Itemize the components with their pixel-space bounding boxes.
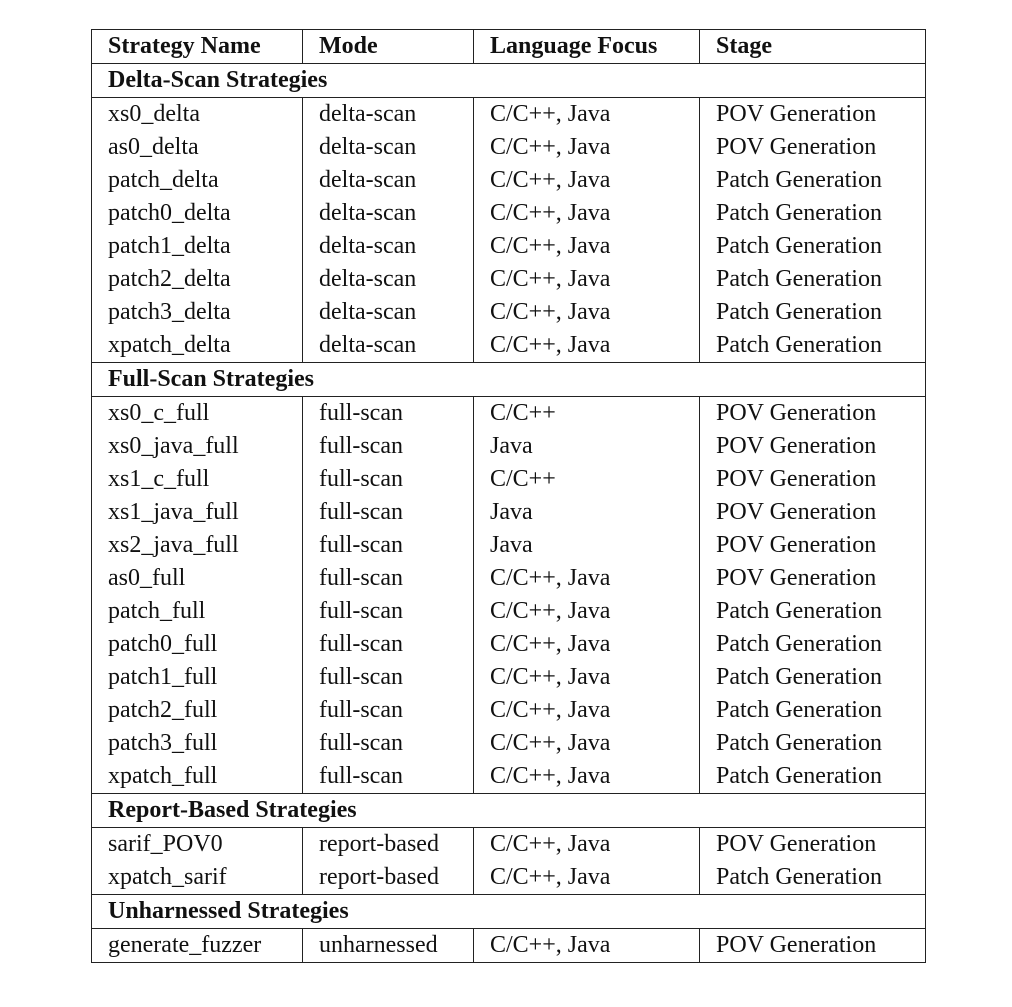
strategy-name-cell: xs1_c_full	[92, 463, 303, 496]
language-focus-cell: C/C++, Java	[474, 164, 700, 197]
table-row	[92, 929, 926, 963]
mode-cell: unharnessed	[303, 929, 474, 963]
stage-cell: Patch Generation	[700, 296, 926, 329]
strategy-name-cell: xs1_java_full	[92, 496, 303, 529]
table-row	[92, 329, 926, 363]
mode-cell: full-scan	[303, 661, 474, 694]
table-row	[92, 628, 926, 661]
language-focus-cell: C/C++, Java	[474, 329, 700, 363]
mode-cell: delta-scan	[303, 230, 474, 263]
strategy-name-cell: patch_full	[92, 595, 303, 628]
language-focus-cell: C/C++, Java	[474, 595, 700, 628]
strategy-table	[91, 29, 926, 963]
strategy-name-cell: as0_full	[92, 562, 303, 595]
mode-cell: delta-scan	[303, 197, 474, 230]
table-row	[92, 230, 926, 263]
table-row	[92, 529, 926, 562]
table-row	[92, 164, 926, 197]
strategy-name-cell: generate_fuzzer	[92, 929, 303, 963]
mode-cell: full-scan	[303, 463, 474, 496]
mode-cell: full-scan	[303, 397, 474, 431]
mode-cell: full-scan	[303, 727, 474, 760]
mode-cell: full-scan	[303, 595, 474, 628]
language-focus-cell: C/C++	[474, 397, 700, 431]
mode-cell: full-scan	[303, 529, 474, 562]
mode-cell: full-scan	[303, 694, 474, 727]
strategy-name-cell: patch2_full	[92, 694, 303, 727]
mode-cell: full-scan	[303, 496, 474, 529]
table-row	[92, 98, 926, 132]
stage-cell: Patch Generation	[700, 197, 926, 230]
table-row	[92, 430, 926, 463]
language-focus-cell: C/C++, Java	[474, 263, 700, 296]
mode-cell: full-scan	[303, 562, 474, 595]
table-row	[92, 760, 926, 794]
strategy-name-cell: xpatch_full	[92, 760, 303, 794]
mode-cell: delta-scan	[303, 329, 474, 363]
table-row	[92, 828, 926, 862]
stage-cell: POV Generation	[700, 131, 926, 164]
mode-cell: full-scan	[303, 628, 474, 661]
stage-cell: Patch Generation	[700, 329, 926, 363]
section-header-row	[92, 794, 926, 828]
table-row	[92, 496, 926, 529]
strategy-name-cell: patch3_full	[92, 727, 303, 760]
table-row	[92, 131, 926, 164]
language-focus-cell: C/C++	[474, 463, 700, 496]
strategy-name-cell: xs0_delta	[92, 98, 303, 132]
stage-cell: POV Generation	[700, 430, 926, 463]
strategy-name-cell: patch2_delta	[92, 263, 303, 296]
section-header-row	[92, 895, 926, 929]
header-stage: Stage	[700, 30, 926, 64]
table-row	[92, 861, 926, 895]
strategy-name-cell: xs0_c_full	[92, 397, 303, 431]
mode-cell: delta-scan	[303, 263, 474, 296]
language-focus-cell: C/C++, Java	[474, 230, 700, 263]
language-focus-cell: C/C++, Java	[474, 661, 700, 694]
table-header	[92, 30, 926, 64]
header-language-focus: Language Focus	[474, 30, 700, 64]
header-row	[92, 30, 926, 64]
table-body	[92, 64, 926, 963]
table-row	[92, 397, 926, 431]
table-row	[92, 595, 926, 628]
stage-cell: Patch Generation	[700, 861, 926, 895]
mode-cell: report-based	[303, 861, 474, 895]
stage-cell: Patch Generation	[700, 628, 926, 661]
mode-cell: report-based	[303, 828, 474, 862]
table-row	[92, 661, 926, 694]
mode-cell: delta-scan	[303, 296, 474, 329]
language-focus-cell: C/C++, Java	[474, 727, 700, 760]
strategy-name-cell: patch1_full	[92, 661, 303, 694]
stage-cell: POV Generation	[700, 98, 926, 132]
section-title: Unharnessed Strategies	[92, 895, 926, 929]
section-title: Full-Scan Strategies	[92, 363, 926, 397]
stage-cell: Patch Generation	[700, 595, 926, 628]
table-row	[92, 694, 926, 727]
stage-cell: Patch Generation	[700, 760, 926, 794]
language-focus-cell: Java	[474, 496, 700, 529]
mode-cell: full-scan	[303, 430, 474, 463]
language-focus-cell: C/C++, Java	[474, 760, 700, 794]
table-row	[92, 562, 926, 595]
stage-cell: Patch Generation	[700, 694, 926, 727]
strategy-name-cell: xs0_java_full	[92, 430, 303, 463]
language-focus-cell: C/C++, Java	[474, 929, 700, 963]
section-header-row	[92, 64, 926, 98]
language-focus-cell: Java	[474, 529, 700, 562]
mode-cell: delta-scan	[303, 164, 474, 197]
stage-cell: POV Generation	[700, 529, 926, 562]
language-focus-cell: C/C++, Java	[474, 861, 700, 895]
table-row	[92, 463, 926, 496]
stage-cell: Patch Generation	[700, 727, 926, 760]
language-focus-cell: C/C++, Java	[474, 694, 700, 727]
stage-cell: Patch Generation	[700, 661, 926, 694]
header-strategy-name: Strategy Name	[92, 30, 303, 64]
table-row	[92, 197, 926, 230]
language-focus-cell: C/C++, Java	[474, 628, 700, 661]
mode-cell: full-scan	[303, 760, 474, 794]
table-row	[92, 296, 926, 329]
header-mode: Mode	[303, 30, 474, 64]
table-row	[92, 263, 926, 296]
language-focus-cell: Java	[474, 430, 700, 463]
strategy-name-cell: patch_delta	[92, 164, 303, 197]
language-focus-cell: C/C++, Java	[474, 562, 700, 595]
section-title: Report-Based Strategies	[92, 794, 926, 828]
stage-cell: POV Generation	[700, 463, 926, 496]
strategy-name-cell: patch1_delta	[92, 230, 303, 263]
strategy-name-cell: patch0_full	[92, 628, 303, 661]
language-focus-cell: C/C++, Java	[474, 828, 700, 862]
stage-cell: POV Generation	[700, 397, 926, 431]
strategy-name-cell: as0_delta	[92, 131, 303, 164]
stage-cell: Patch Generation	[700, 230, 926, 263]
mode-cell: delta-scan	[303, 98, 474, 132]
stage-cell: Patch Generation	[700, 263, 926, 296]
language-focus-cell: C/C++, Java	[474, 131, 700, 164]
language-focus-cell: C/C++, Java	[474, 98, 700, 132]
stage-cell: POV Generation	[700, 828, 926, 862]
section-title: Delta-Scan Strategies	[92, 64, 926, 98]
stage-cell: POV Generation	[700, 496, 926, 529]
strategy-name-cell: xs2_java_full	[92, 529, 303, 562]
strategy-name-cell: xpatch_sarif	[92, 861, 303, 895]
strategy-name-cell: xpatch_delta	[92, 329, 303, 363]
strategy-name-cell: sarif_POV0	[92, 828, 303, 862]
strategy-name-cell: patch3_delta	[92, 296, 303, 329]
language-focus-cell: C/C++, Java	[474, 197, 700, 230]
section-header-row	[92, 363, 926, 397]
stage-cell: POV Generation	[700, 929, 926, 963]
table-row	[92, 727, 926, 760]
strategy-name-cell: patch0_delta	[92, 197, 303, 230]
mode-cell: delta-scan	[303, 131, 474, 164]
language-focus-cell: C/C++, Java	[474, 296, 700, 329]
stage-cell: Patch Generation	[700, 164, 926, 197]
stage-cell: POV Generation	[700, 562, 926, 595]
